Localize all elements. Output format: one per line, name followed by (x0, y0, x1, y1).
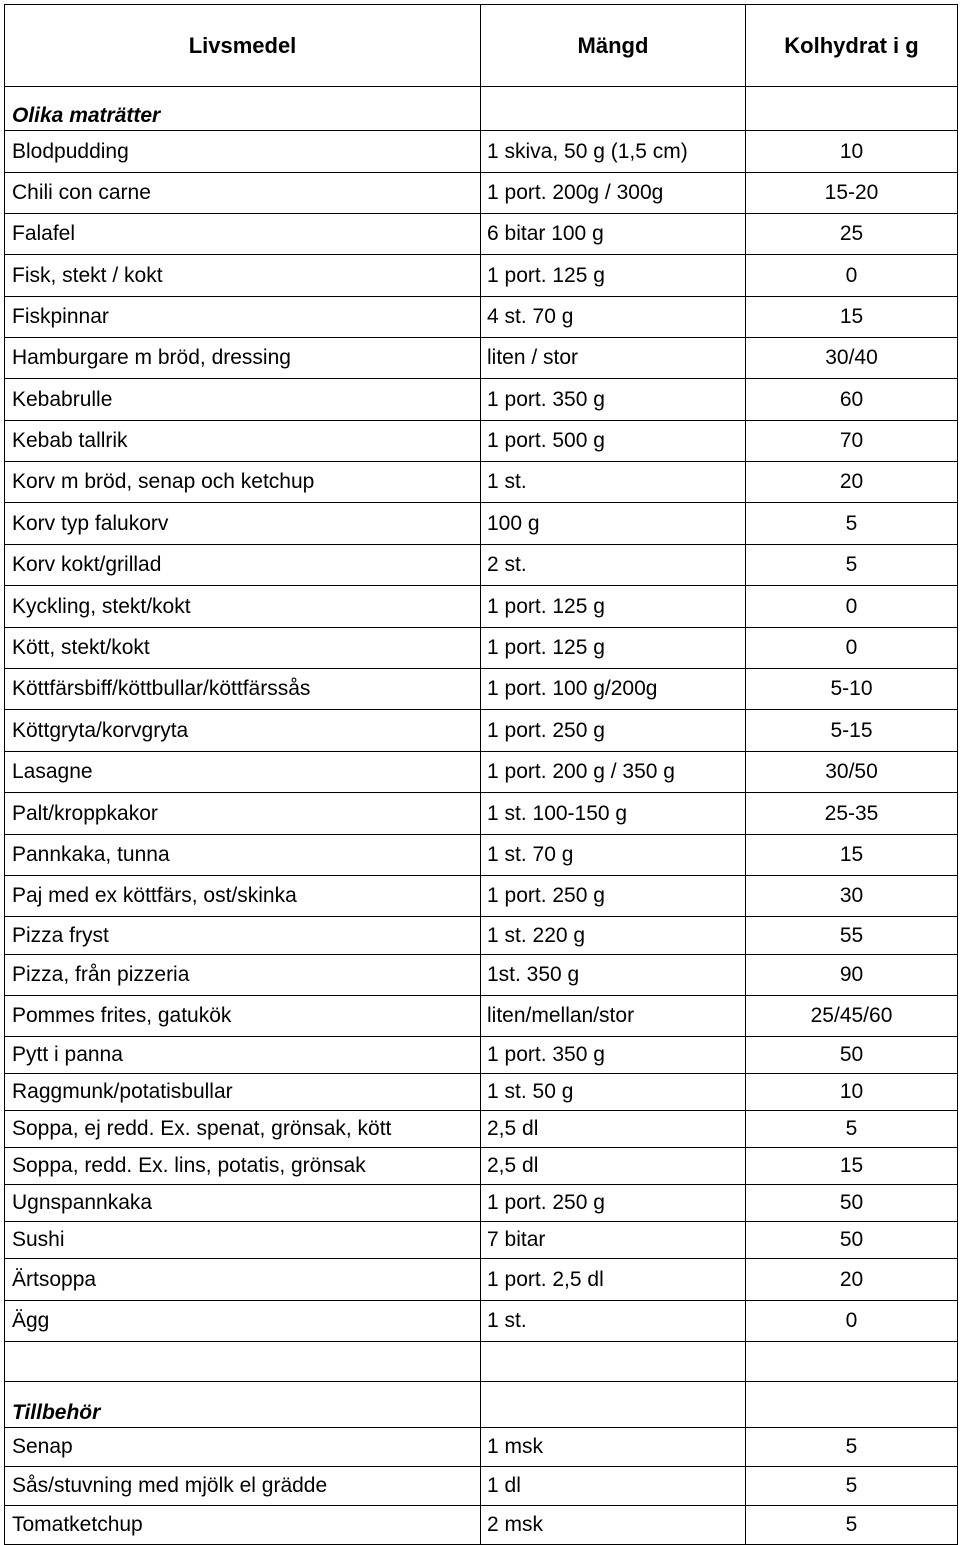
table-row (5, 379, 958, 421)
carbs-cell: 5 (746, 1467, 958, 1506)
table-body (5, 87, 958, 1545)
amount-cell: 1 port. 350 g (481, 1037, 746, 1074)
empty-cell (481, 87, 746, 131)
table-row (5, 173, 958, 214)
table-row (5, 628, 958, 669)
amount-cell: 1 port. 500 g (481, 421, 746, 462)
food-cell: Kebab tallrik (5, 421, 481, 462)
table-row (5, 793, 958, 835)
food-cell: Pannkaka, tunna (5, 835, 481, 876)
amount-cell: 1 dl (481, 1467, 746, 1506)
food-cell: Senap (5, 1428, 481, 1467)
food-cell: Köttfärsbiff/köttbullar/köttfärssås (5, 669, 481, 710)
carbs-cell: 10 (746, 1074, 958, 1111)
amount-cell: 1 st. 100-150 g (481, 793, 746, 835)
carbs-cell: 5 (746, 545, 958, 586)
empty-cell (746, 87, 958, 131)
header-food: Livsmedel (5, 5, 481, 87)
table-row (5, 835, 958, 876)
carbs-cell: 0 (746, 255, 958, 297)
table-row (5, 1111, 958, 1148)
table-row (5, 1428, 958, 1467)
carbs-cell: 0 (746, 628, 958, 669)
food-cell: Köttgryta/korvgryta (5, 710, 481, 752)
amount-cell: 1st. 350 g (481, 955, 746, 996)
food-cell: Kött, stekt/kokt (5, 628, 481, 669)
carbs-cell: 20 (746, 462, 958, 503)
table-row (5, 1467, 958, 1506)
header-carbs: Kolhydrat i g (746, 5, 958, 87)
food-cell: Pizza fryst (5, 917, 481, 955)
food-cell: Kyckling, stekt/kokt (5, 586, 481, 628)
empty-cell (481, 1342, 746, 1382)
amount-cell: 1 st. 50 g (481, 1074, 746, 1111)
table-row (5, 255, 958, 297)
food-cell: Kebabrulle (5, 379, 481, 421)
food-cell: Korv kokt/grillad (5, 545, 481, 586)
food-cell: Blodpudding (5, 131, 481, 173)
table-row (5, 297, 958, 338)
amount-cell: 7 bitar (481, 1222, 746, 1259)
food-cell: Korv m bröd, senap och ketchup (5, 462, 481, 503)
carbs-cell: 5 (746, 503, 958, 545)
empty-cell (5, 1342, 481, 1382)
empty-cell (746, 1382, 958, 1428)
amount-cell: 2 msk (481, 1506, 746, 1545)
table-row (5, 1037, 958, 1074)
table-row (5, 1506, 958, 1545)
carbs-cell: 10 (746, 131, 958, 173)
table-row (5, 1259, 958, 1301)
carbs-cell: 15 (746, 835, 958, 876)
food-cell: Pytt i panna (5, 1037, 481, 1074)
header-amount: Mängd (481, 5, 746, 87)
table-row (5, 752, 958, 793)
amount-cell: 1 st. (481, 462, 746, 503)
food-cell: Sushi (5, 1222, 481, 1259)
food-cell: Korv typ falukorv (5, 503, 481, 545)
amount-cell: liten / stor (481, 338, 746, 379)
food-cell: Ägg (5, 1301, 481, 1342)
carbs-cell: 30/50 (746, 752, 958, 793)
amount-cell: 1 port. 125 g (481, 628, 746, 669)
food-cell: Falafel (5, 214, 481, 255)
food-cell: Fiskpinnar (5, 297, 481, 338)
table-row (5, 669, 958, 710)
amount-cell: 1 st. 220 g (481, 917, 746, 955)
table-row (5, 1148, 958, 1185)
carbs-cell: 70 (746, 421, 958, 462)
table-row (5, 1222, 958, 1259)
amount-cell: 1 port. 250 g (481, 710, 746, 752)
table-row (5, 421, 958, 462)
carbs-cell: 60 (746, 379, 958, 421)
food-cell: Ugnspannkaka (5, 1185, 481, 1222)
amount-cell: 1 port. 350 g (481, 379, 746, 421)
food-cell: Fisk, stekt / kokt (5, 255, 481, 297)
carbohydrate-table (4, 4, 958, 1545)
table-row (5, 1301, 958, 1342)
food-cell: Palt/kroppkakor (5, 793, 481, 835)
section-title: Tillbehör (5, 1382, 481, 1428)
amount-cell: 1 port. 2,5 dl (481, 1259, 746, 1301)
empty-cell (746, 1342, 958, 1382)
table-row (5, 503, 958, 545)
carbs-cell: 15 (746, 1148, 958, 1185)
section-title-row (5, 87, 958, 131)
table-row (5, 1185, 958, 1222)
carbs-cell: 20 (746, 1259, 958, 1301)
carbs-cell: 90 (746, 955, 958, 996)
carbs-cell: 25-35 (746, 793, 958, 835)
food-cell: Soppa, redd. Ex. lins, potatis, grönsak (5, 1148, 481, 1185)
amount-cell: 1 port. 125 g (481, 586, 746, 628)
amount-cell: 1 port. 250 g (481, 876, 746, 917)
table-row (5, 996, 958, 1037)
carbs-cell: 30 (746, 876, 958, 917)
table-row (5, 1074, 958, 1111)
carbs-cell: 15 (746, 297, 958, 338)
carbs-cell: 5-15 (746, 710, 958, 752)
amount-cell: 1 msk (481, 1428, 746, 1467)
carbs-cell: 15-20 (746, 173, 958, 214)
table-row (5, 955, 958, 996)
amount-cell: 1 st. 70 g (481, 835, 746, 876)
amount-cell: 1 port. 125 g (481, 255, 746, 297)
food-cell: Pommes frites, gatukök (5, 996, 481, 1037)
amount-cell: 1 port. 200 g / 350 g (481, 752, 746, 793)
table-row (5, 586, 958, 628)
food-cell: Hamburgare m bröd, dressing (5, 338, 481, 379)
carbs-cell: 25 (746, 214, 958, 255)
table-row (5, 710, 958, 752)
food-cell: Raggmunk/potatisbullar (5, 1074, 481, 1111)
empty-cell (481, 1382, 746, 1428)
amount-cell: 1 port. 250 g (481, 1185, 746, 1222)
amount-cell: 1 port. 200g / 300g (481, 173, 746, 214)
carbs-cell: 30/40 (746, 338, 958, 379)
table-row (5, 917, 958, 955)
carbs-cell: 5 (746, 1111, 958, 1148)
carbs-cell: 55 (746, 917, 958, 955)
amount-cell: 1 skiva, 50 g (1,5 cm) (481, 131, 746, 173)
table-row (5, 462, 958, 503)
table-row (5, 214, 958, 255)
carbs-cell: 5 (746, 1428, 958, 1467)
carbs-cell: 0 (746, 586, 958, 628)
section-title: Olika maträtter (5, 87, 481, 131)
table-row (5, 545, 958, 586)
food-cell: Paj med ex köttfärs, ost/skinka (5, 876, 481, 917)
food-cell: Lasagne (5, 752, 481, 793)
food-cell: Soppa, ej redd. Ex. spenat, grönsak, kött (5, 1111, 481, 1148)
amount-cell: 1 port. 100 g/200g (481, 669, 746, 710)
amount-cell: 100 g (481, 503, 746, 545)
table-row (5, 338, 958, 379)
food-cell: Pizza, från pizzeria (5, 955, 481, 996)
table-row (5, 131, 958, 173)
carbs-cell: 50 (746, 1185, 958, 1222)
amount-cell: 1 st. (481, 1301, 746, 1342)
amount-cell: 2,5 dl (481, 1148, 746, 1185)
carbs-cell: 50 (746, 1222, 958, 1259)
food-cell: Chili con carne (5, 173, 481, 214)
table-header-row (5, 5, 958, 87)
section-title-row (5, 1382, 958, 1428)
carbs-cell: 25/45/60 (746, 996, 958, 1037)
spacer-row (5, 1342, 958, 1382)
amount-cell: 2 st. (481, 545, 746, 586)
table-row (5, 876, 958, 917)
amount-cell: liten/mellan/stor (481, 996, 746, 1037)
carbs-cell: 5 (746, 1506, 958, 1545)
carbs-cell: 5-10 (746, 669, 958, 710)
carbs-cell: 50 (746, 1037, 958, 1074)
food-cell: Ärtsoppa (5, 1259, 481, 1301)
carbs-cell: 0 (746, 1301, 958, 1342)
amount-cell: 2,5 dl (481, 1111, 746, 1148)
food-cell: Tomatketchup (5, 1506, 481, 1545)
amount-cell: 4 st. 70 g (481, 297, 746, 338)
food-cell: Sås/stuvning med mjölk el grädde (5, 1467, 481, 1506)
amount-cell: 6 bitar 100 g (481, 214, 746, 255)
